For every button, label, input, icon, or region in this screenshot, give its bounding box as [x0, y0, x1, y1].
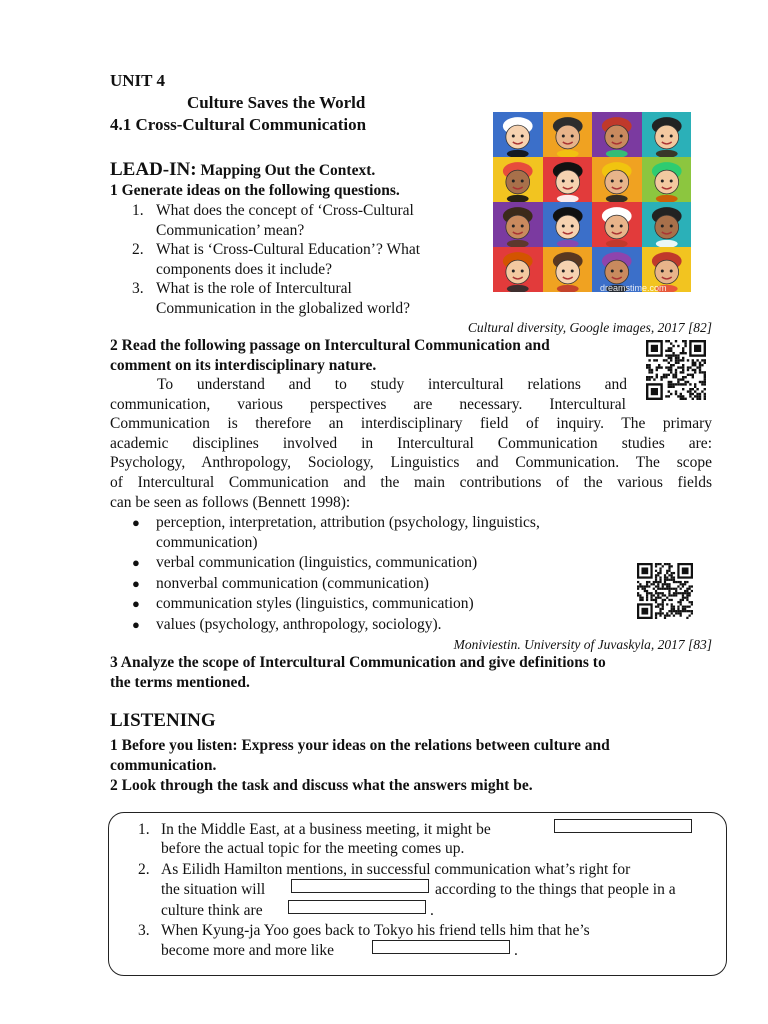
section-title: 4.1 Cross-Cultural Communication	[110, 115, 367, 134]
question-item	[132, 279, 472, 318]
child-face-tile	[543, 157, 593, 202]
child-face-tile	[592, 112, 642, 157]
question-line: Communication in the globalized world?	[156, 299, 410, 317]
child-face-tile	[592, 157, 642, 202]
listening-task2: 2 Look through the task and discuss what the answers might be.	[110, 777, 533, 794]
source-caption: Moniviestin. University of Juvaskyla, 2017 [83]	[453, 637, 712, 652]
passage-line: academic disciplines involved in Intercultural Communication studies are:	[110, 434, 712, 452]
child-face-tile	[592, 202, 642, 247]
leadin-label: LEAD-IN:	[110, 159, 197, 180]
image-watermark: dreamstime.com	[600, 283, 667, 293]
passage	[110, 375, 712, 512]
passage-line: communication, various perspectives are necessary. Intercultural	[110, 395, 626, 413]
bullet-icon: ●	[132, 616, 140, 632]
unit-title: Culture Saves the World	[187, 93, 366, 112]
question-number: 2.	[132, 241, 144, 259]
question-line: What does the concept of ‘Cross-Cultural	[156, 202, 414, 219]
child-face-tile	[642, 112, 692, 157]
cultural-diversity-image	[493, 112, 691, 292]
list-item-line: values (psychology, anthropology, sociology).	[156, 615, 442, 633]
question-line: What is the role of Intercultural	[156, 280, 352, 298]
task2-heading-line: comment on its interdisciplinary nature.	[110, 357, 377, 374]
task2-heading-line: 2 Read the following passage on Intercultural Communication and	[110, 337, 550, 354]
list-item	[110, 513, 630, 552]
child-face-tile	[543, 247, 593, 292]
item-text: .	[514, 942, 518, 959]
item-text: the situation will	[161, 881, 266, 898]
list-item	[110, 553, 630, 573]
item-text: In the Middle East, at a business meeting, it might be	[161, 821, 491, 838]
question-line: Communication’ mean?	[156, 221, 305, 239]
list-item-line: verbal communication (linguistics, communication)	[156, 554, 478, 572]
list-item-line: communication styles (linguistics, communication)	[156, 595, 474, 613]
passage-line: Psychology, Anthropology, Sociology, Linguistics and Communication. The scope	[110, 454, 712, 472]
item-number: 3.	[138, 922, 150, 939]
list-item	[110, 594, 630, 614]
bullet-icon: ●	[132, 575, 140, 591]
list-item-line: nonverbal communication (communication)	[156, 574, 429, 592]
answer-blank-2[interactable]	[291, 879, 429, 893]
child-face-tile	[493, 112, 543, 157]
question-item	[132, 201, 472, 240]
item-number: 2.	[138, 861, 150, 878]
list-item	[110, 574, 630, 594]
leadin-heading	[110, 160, 375, 181]
question-line: components does it include?	[156, 260, 333, 278]
item-text: before the actual topic for the meeting comes up.	[161, 840, 465, 857]
bullet-icon: ●	[132, 515, 140, 530]
bullet-icon: ●	[132, 596, 140, 612]
item-text: As Eilidh Hamilton mentions, in successful communication what’s right for	[161, 861, 631, 878]
list-item-line: communication)	[156, 533, 258, 551]
image-caption: Cultural diversity, Google images, 2017 [82]	[467, 320, 712, 335]
answer-blank-4[interactable]	[372, 940, 510, 954]
child-face-tile	[493, 202, 543, 247]
answer-blank-3[interactable]	[288, 900, 426, 914]
passage-line: of Intercultural Communication and the main contributions of the various fields	[110, 473, 712, 491]
child-face-tile	[493, 157, 543, 202]
question-item	[132, 240, 472, 279]
task3-heading-line: the terms mentioned.	[110, 674, 250, 691]
task1-heading: 1 Generate ideas on the following questions.	[110, 182, 400, 199]
answer-blank-1[interactable]	[554, 819, 692, 833]
item-text: according to the things that people in a	[435, 881, 676, 898]
child-face-tile	[543, 112, 593, 157]
listening-task1-line: 1 Before you listen: Express your ideas on the relations between culture and	[110, 737, 610, 754]
passage-line: Communication is therefore an interdisciplinary field of inquiry. The primary	[110, 415, 712, 433]
list-item	[110, 615, 630, 635]
child-face-tile	[642, 157, 692, 202]
item-text: culture think are	[161, 902, 263, 919]
listening-task1-line: communication.	[110, 757, 217, 774]
question-line: What is ‘Cross-Cultural Education’? What	[156, 241, 421, 259]
leadin-text: Mapping Out the Context.	[200, 162, 376, 179]
task3-heading-line: 3 Analyze the scope of Intercultural Communication and give definitions to	[110, 654, 606, 671]
unit-label: UNIT 4	[110, 71, 165, 90]
task1-questions	[132, 201, 472, 319]
child-face-tile	[493, 247, 543, 292]
item-text: become more and more like	[161, 942, 335, 959]
passage-line: can be seen as follows (Bennett 1998):	[110, 493, 351, 511]
listening-title: LISTENING	[110, 710, 216, 731]
passage-line: To understand and to study intercultural relations and	[157, 376, 627, 393]
qr-code-icon[interactable]	[634, 563, 696, 619]
child-face-tile	[642, 202, 692, 247]
child-face-tile	[543, 202, 593, 247]
bullet-icon: ●	[132, 555, 140, 571]
contributions-list	[110, 513, 630, 635]
item-number: 1.	[138, 821, 150, 838]
item-text: .	[430, 902, 434, 919]
list-item-line: perception, interpretation, attribution (psychology, linguistics,	[156, 514, 540, 531]
question-number: 3.	[132, 280, 144, 298]
item-text: When Kyung-ja Yoo goes back to Tokyo his friend tells him that he’s	[161, 922, 590, 939]
question-number: 1.	[132, 202, 144, 219]
